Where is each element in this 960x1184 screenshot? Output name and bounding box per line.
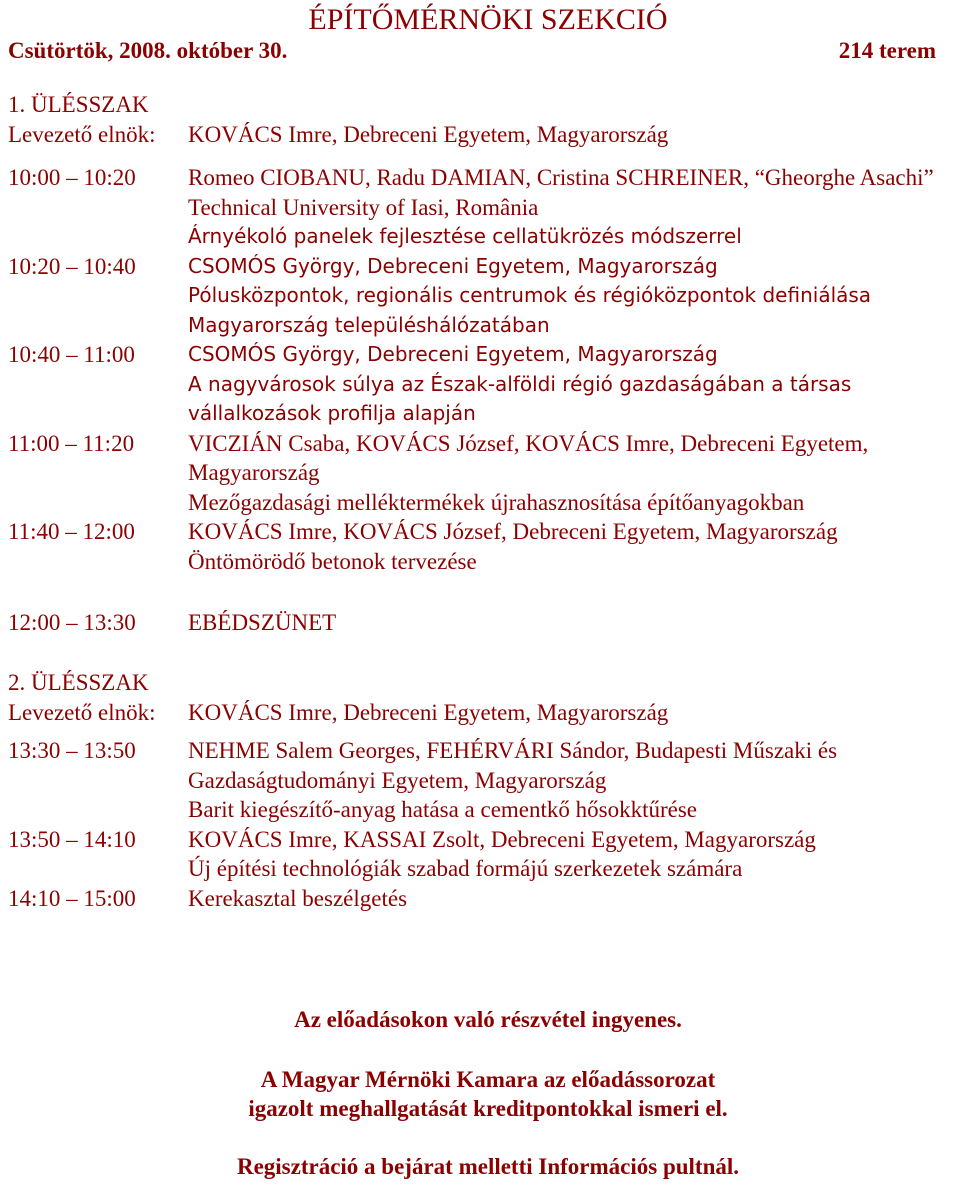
page-title: ÉPÍTŐMÉRNÖKI SZEKCIÓ [308, 3, 668, 36]
item-time: 10:20 – 10:40 [8, 253, 136, 279]
chamber-note-line-1: A Magyar Mérnöki Kamara az előadássorozat [260, 1067, 716, 1092]
item-time: 13:30 – 13:50 [8, 738, 136, 763]
item-title: Új építési technológiák szabad formájú szerkezetek számára [188, 856, 743, 881]
item-time: 11:00 – 11:20 [8, 430, 135, 456]
session-1-schedule [8, 163, 960, 576]
item-authors: VICZIÁN Csaba, KOVÁCS József, KOVÁCS Imre, Debreceni Egyetem, Magyarország [188, 430, 869, 485]
item-authors: KOVÁCS Imre, KOVÁCS József, Debreceni Egyetem, Magyarország [188, 519, 838, 544]
item-title: Barit kiegészítő-anyag hatása a cementkő hősokktűrése [188, 797, 698, 822]
schedule-item [8, 517, 960, 576]
schedule-item [8, 429, 960, 518]
item-title: Árnyékoló panelek fejlesztése cellatükrözés módszerrel [188, 224, 742, 248]
session-2 [8, 668, 960, 727]
item-authors: CSOMÓS György, Debreceni Egyetem, Magyarország [188, 253, 718, 278]
session-1 [8, 90, 960, 149]
registration-note: Regisztráció a bejárat melletti Információs pultnál. [236, 1154, 740, 1179]
item-time: 13:50 – 14:10 [8, 826, 136, 852]
item-time: 14:10 – 15:00 [8, 885, 136, 911]
chair-name: KOVÁCS Imre, Debreceni Egyetem, Magyarország [188, 121, 669, 147]
schedule-item [8, 884, 960, 914]
item-title: Öntömörödő betonok tervezése [188, 548, 477, 574]
item-authors: CSOMÓS György, Debreceni Egyetem, Magyarország [188, 342, 718, 366]
chamber-note-line-2: igazolt meghallgatását kreditpontokkal ismeri el. [248, 1096, 728, 1121]
item-title: A nagyvárosok súlya az Észak-alföldi régió gazdaságában a társas vállalkozások profilja alapján [188, 371, 852, 425]
session-1-title: 1. ÜLÉSSZAK [8, 92, 149, 117]
chair-label: Levezető elnök: [8, 121, 156, 147]
lunch-break [8, 608, 960, 638]
schedule-item [8, 163, 960, 252]
free-attendance-note: Az előadásokon való részvétel ingyenes. [294, 1007, 682, 1032]
item-time: 11:40 – 12:00 [8, 519, 135, 544]
item-authors: NEHME Salem Georges, FEHÉRVÁRI Sándor, Budapesti Műszaki és Gazdaságtudományi Egyetem, Magyarország [188, 738, 838, 793]
lunch-time: 12:00 – 13:30 [8, 610, 136, 635]
session-2-title: 2. ÜLÉSSZAK [8, 670, 149, 695]
session-2-chair [8, 698, 960, 728]
event-room: 214 terem [838, 38, 936, 63]
item-authors: Romeo CIOBANU, Radu DAMIAN, Cristina SCHREINER, “Gheorghe Asachi” Technical University of Iasi, România [188, 165, 934, 220]
session-1-chair [8, 120, 960, 150]
item-authors: KOVÁCS Imre, KASSAI Zsolt, Debreceni Egyetem, Magyarország [188, 826, 816, 852]
schedule-item [8, 252, 960, 341]
schedule-item [8, 340, 960, 429]
item-title: Pólusközpontok, regionális centrumok és régióközpontok definiálása Magyarország településhálózatában [188, 283, 872, 337]
event-date: Csütörtök, 2008. október 30. [8, 38, 288, 63]
item-time: 10:00 – 10:20 [8, 165, 136, 190]
item-time: 10:40 – 11:00 [8, 342, 135, 367]
schedule-item [8, 736, 960, 825]
chair-name: KOVÁCS Imre, Debreceni Egyetem, Magyarország [188, 699, 669, 725]
schedule-item [8, 825, 960, 884]
item-title: Mezőgazdasági melléktermékek újrahasznosítása építőanyagokban [188, 489, 805, 515]
session-2-schedule [8, 736, 960, 913]
chair-label: Levezető elnök: [8, 699, 156, 725]
lunch-label: EBÉDSZÜNET [188, 610, 337, 635]
item-authors: Kerekasztal beszélgetés [188, 885, 408, 911]
